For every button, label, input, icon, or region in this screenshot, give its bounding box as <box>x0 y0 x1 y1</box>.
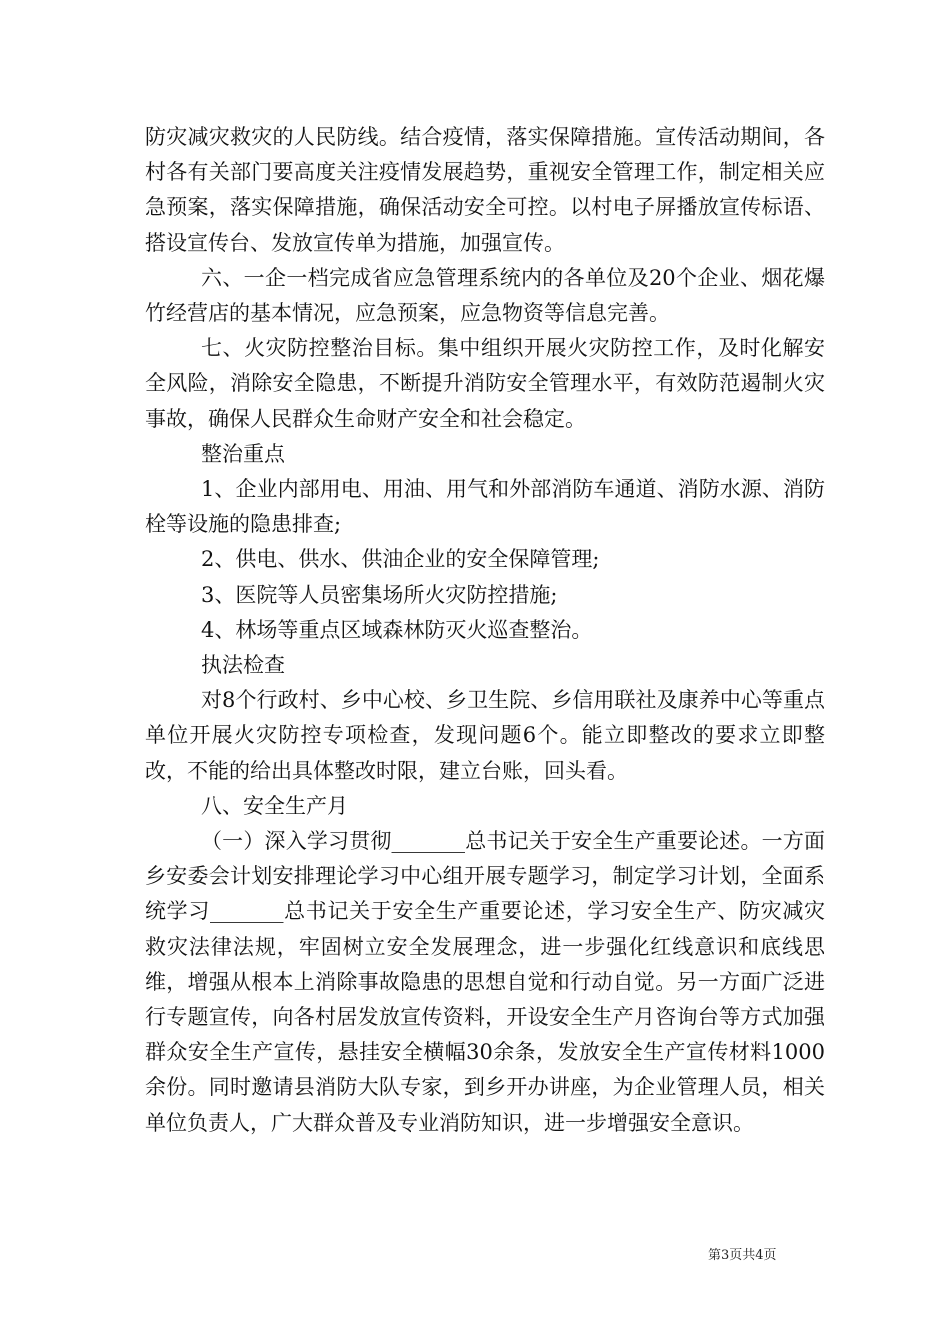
section-heading-inspection: 执法检查 <box>201 653 285 678</box>
paragraph-inspection: 对8个行政村、乡中心校、乡卫生院、乡信用联社及康养中心等重点单位开展火灾防控专项检查，发现问题6个。能立即整改的要求立即整改，不能的给出具体整改时限，建立台账，回头看。 <box>145 688 825 783</box>
list-item-4: 4、林场等重点区域森林防灭火巡查整治。 <box>201 617 593 642</box>
list-item-1: 1、企业内部用电、用油、用气和外部消防车通道、消防水源、消防栓等设施的隐患排查; <box>145 477 825 537</box>
paragraph-2: 六、一企一档完成省应急管理系统内的各单位及20个企业、烟花爆竹经营店的基本情况，应急预案，应急物资等信息完善。 <box>145 265 825 326</box>
list-item-3: 3、医院等人员密集场所火灾防控措施; <box>201 582 558 607</box>
page-number: 第3页共4页 <box>708 1248 777 1263</box>
paragraph-1: 防灾减灾救灾的人民防线。结合疫情，落实保障措施。宣传活动期间，各村各有关部门要高度关注疫情发展趋势，重视安全管理工作，制定相关应急预案，落实保障措施，确保活动安全可控。以村电子屏播放宣传标语、搭设宣传台、发放宣传单为措施，加强宣传。 <box>145 125 825 255</box>
paragraph-3: 七、火灾防控整治目标。集中组织开展火灾防控工作，及时化解安全风险，消除安全隐患，不断提升消防安全管理水平，有效防范遏制火灾事故，确保人民群众生命财产安全和社会稳定。 <box>145 336 825 431</box>
list-item-2: 2、供电、供水、供油企业的安全保障管理; <box>201 547 600 572</box>
paragraph-safety-month: （一）深入学习贯彻_______总书记关于安全生产重要论述。一方面乡安委会计划安排理论学习中心组开展专题学习，制定学习计划，全面系统学习_______总书记关于安全生产重要论述，学习安全生产、防灾减灾救灾法律法规，牢固树立安全发展理念，进一步强化红线意识和底线思维，增强从根本上消除事故隐患的思想自觉和行动自觉。另一方面广泛进行专题宣传，向各村居发放宣传资料，开设安全生产月咨询台等方式加强群众安全生产宣传，悬挂安全横幅30余条，发放安全生产宣传材料1000余份。同时邀请县消防大队专家，到乡开办讲座，为企业管理人员，相关单位负责人，广大群众普及专业消防知识，进一步增强安全意识。 <box>145 829 825 1135</box>
document-body <box>145 120 825 1141</box>
section-heading-safety-month: 八、安全生产月 <box>201 793 348 818</box>
section-heading-rectification: 整治重点 <box>201 441 285 466</box>
